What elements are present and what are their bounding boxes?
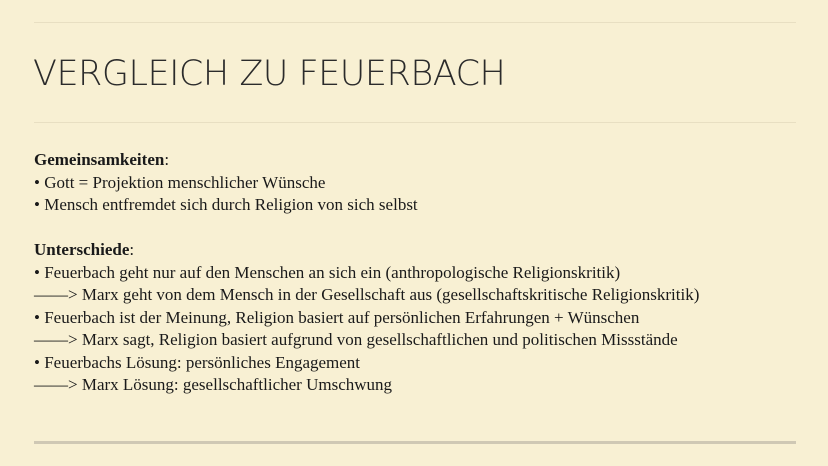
top-divider bbox=[34, 22, 796, 23]
differences-heading: Unterschiede bbox=[34, 240, 130, 259]
differences-item: ——> Marx geht von dem Mensch in der Gesellschaft aus (gesellschaftskritische Religionskritik) bbox=[34, 285, 700, 304]
differences-item: • Feuerbach ist der Meinung, Religion basiert auf persönlichen Erfahrungen + Wünschen bbox=[34, 307, 640, 327]
section-spacer bbox=[34, 217, 814, 240]
differences-item: ——> Marx sagt, Religion basiert aufgrund von gesellschaftlichen und politischen Missstände bbox=[34, 330, 678, 349]
differences-item: ——> Marx Lösung: gesellschaftlicher Umschwung bbox=[34, 375, 393, 394]
similarities-item: • Mensch entfremdet sich durch Religion von sich selbst bbox=[34, 195, 418, 214]
differences-item: • Feuerbachs Lösung: persönliches Engagement bbox=[34, 352, 361, 372]
slide-body bbox=[34, 149, 814, 397]
heading-colon: : bbox=[164, 150, 170, 169]
bottom-divider bbox=[34, 441, 796, 444]
slide-title: VERGLEICH ZU FEUERBACH bbox=[33, 54, 506, 94]
differences-item: • Feuerbach geht nur auf den Menschen an sich ein (anthropologische Religionskritik) bbox=[34, 262, 621, 282]
title-divider bbox=[34, 122, 796, 123]
similarities-heading-line bbox=[34, 149, 814, 172]
differences-heading-line bbox=[34, 239, 814, 262]
similarities-item: • Gott = Projektion menschlicher Wünsche bbox=[34, 172, 326, 192]
similarities-heading: Gemeinsamkeiten bbox=[34, 150, 165, 169]
heading-colon: : bbox=[129, 240, 135, 259]
